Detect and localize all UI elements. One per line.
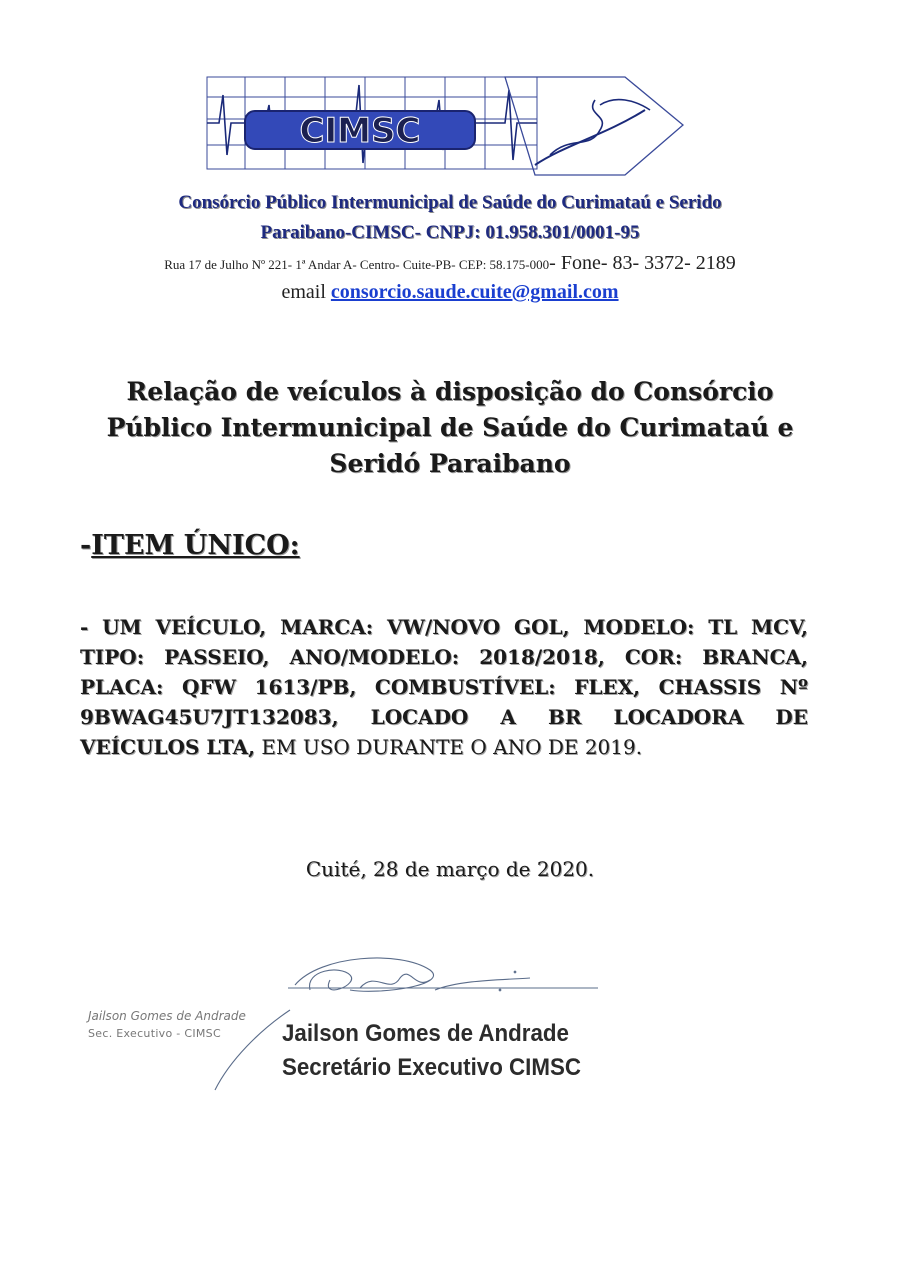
item-description — [80, 612, 808, 762]
stamp-name: Jailson Gomes de Andrade — [88, 1009, 246, 1023]
org-name-line: Consórcio Público Intermunicipal de Saúde do Curimataú e Serido — [178, 192, 722, 213]
document-title: Relação de veículos à disposição do Consórcio Público Intermunicipal de Saúde do Curimataú e Seridó Paraibano — [106, 377, 794, 478]
signature-block — [282, 1017, 581, 1085]
phone-text: - Fone- 83- 3372- 2189 — [549, 252, 736, 274]
cimsc-logo — [205, 75, 685, 190]
date-line: Cuité, 28 de março de 2020. — [305, 857, 595, 881]
address-text: Rua 17 de Julho Nº 221- 1ª Andar A- Centro- Cuite-PB- CEP: 58.175-000 — [164, 257, 550, 272]
email-line — [0, 281, 900, 304]
item-description-bold: - UM VEÍCULO, MARCA: VW/NOVO GOL, MODELO: TL MCV, TIPO: PASSEIO, ANO/MODELO: 2018/2018, COR: BRANCA, PLACA: QFW 1613/PB, COMBUSTÍVEL: FLEX, CHASSIS Nº 9BWAG45U7JT132083, LOCADO A BR LOCADORA DE VEÍCULOS LTA, — [80, 615, 808, 759]
stamp-role: Sec. Executivo - CIMSC — [88, 1027, 221, 1040]
item-heading-text: ITEM ÚNICO: — [91, 530, 300, 561]
address-line — [0, 252, 900, 275]
item-heading — [80, 530, 300, 561]
org-cnpj-line: Paraibano-CIMSC- CNPJ: 01.958.301/0001-95 — [260, 222, 640, 243]
logo-text: CIMSC — [299, 111, 421, 151]
signer-role: Secretário Executivo CIMSC — [282, 1054, 581, 1081]
email-label: email — [281, 281, 326, 303]
item-heading-prefix: - — [80, 530, 92, 561]
email-link[interactable]: consorcio.saude.cuite@gmail.com — [330, 281, 619, 303]
signer-name: Jailson Gomes de Andrade — [282, 1020, 569, 1047]
item-description-regular: EM USO DURANTE O ANO DE 2019. — [255, 735, 643, 759]
